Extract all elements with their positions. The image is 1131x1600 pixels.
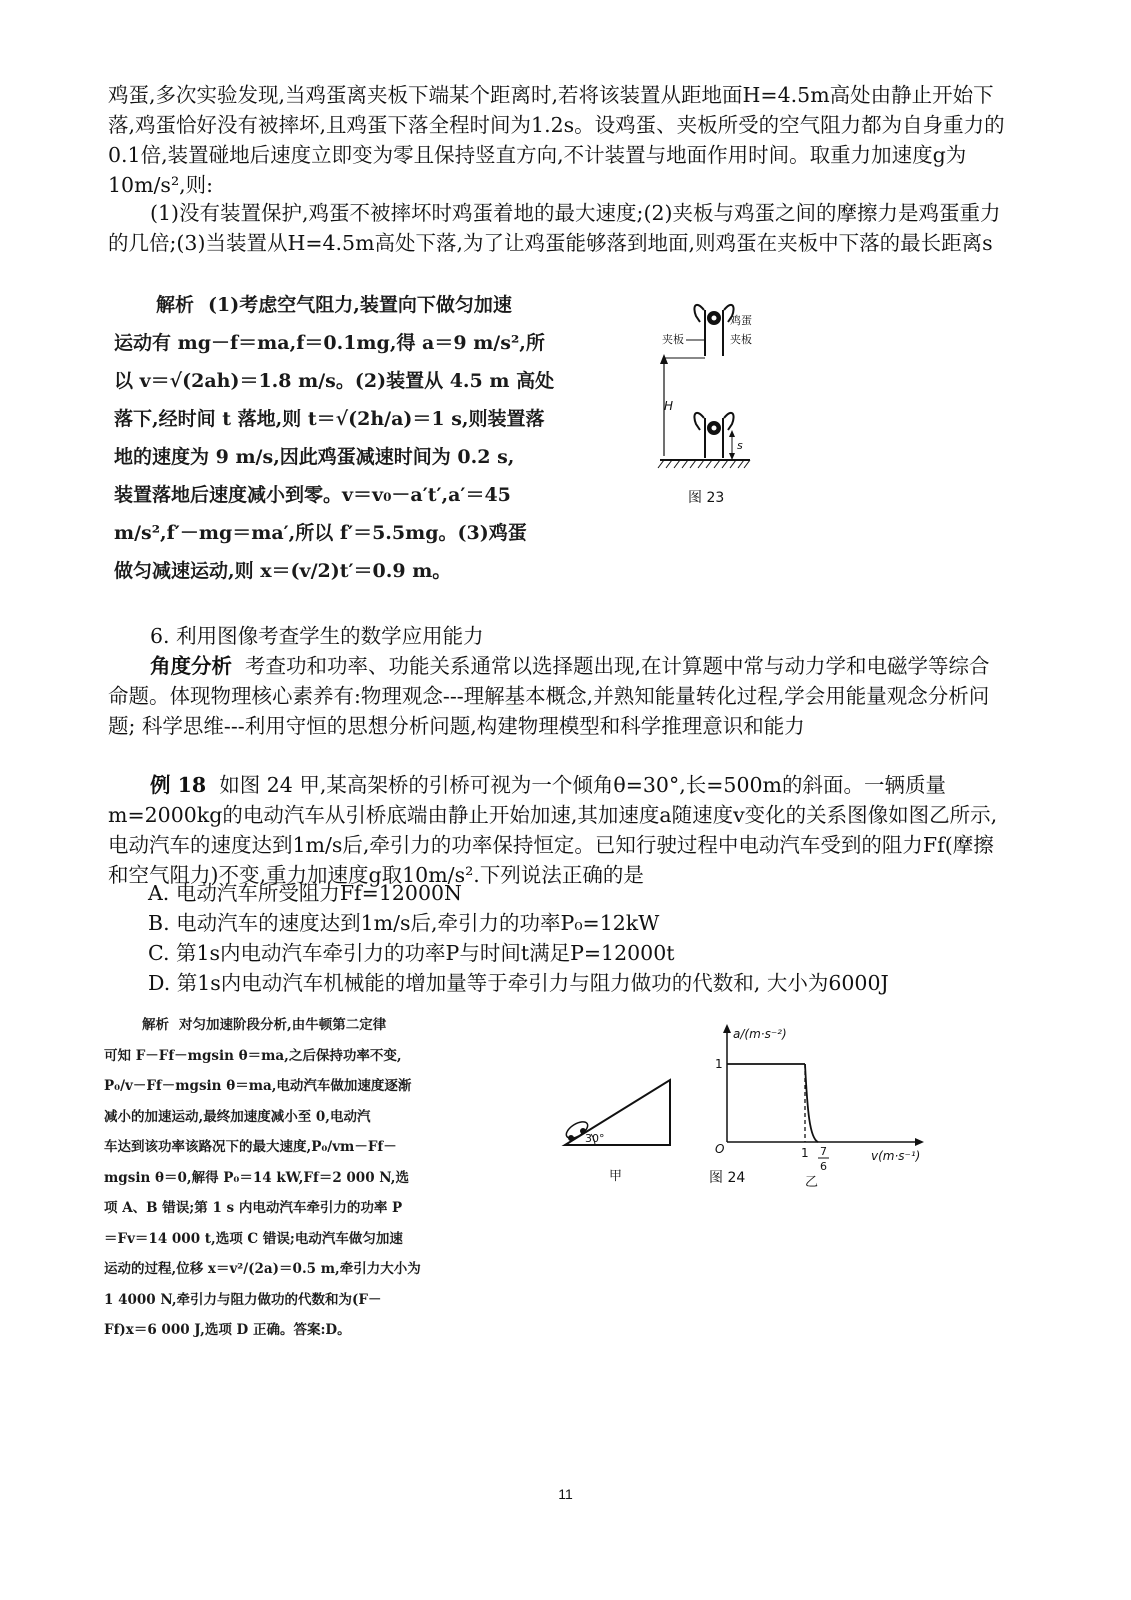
analysis-line: 车达到该功率该路况下的最大速度,P₀/vm－Ff－ [104, 1139, 397, 1155]
analysis-line: m/s²,f′－mg＝ma′,所以 f′＝5.5mg。(3)鸡蛋 [114, 522, 527, 544]
bottom-device [694, 413, 733, 458]
analysis-line: 以 v＝√(2ah)＝1.8 m/s。(2)装置从 4.5 m 高处 [114, 370, 555, 392]
clamp-label-right: 夹板 [730, 333, 752, 346]
analysis-line: mgsin θ＝0,解得 P₀＝14 kW,Ff＝2 000 N,选 [104, 1169, 409, 1186]
figure-23-caption: 图 23 [688, 490, 725, 506]
section-heading: 6. 利用图像考查学生的数学应用能力 [150, 624, 484, 648]
angle-text: 考查功和功率、功能关系通常以选择题出现,在计算题中常与动力学和电磁学等综合命题。体现物理核心素养有:物理观念---理解基本概念,并熟知能量转化过程,学会用能量观念分析问题; 科学思维---利用守恒的思想分析问题,构建物理模型和科学推理意识和能力 [108, 654, 990, 738]
option-b: B. 电动汽车的速度达到1m/s后,牵引力的功率P₀=12kW [148, 911, 660, 935]
problem17-questions: (1)没有装置保护,鸡蛋不被摔坏时鸡蛋着地的最大速度;(2)夹板与鸡蛋之间的摩擦力是鸡蛋重力的几倍;(3)当装置从H=4.5m高处下落,为了让鸡蛋能够落到地面,则鸡蛋在夹板中下落的最长距离s [108, 201, 1001, 255]
analysis-line: 1 4000 N,牵引力与阻力做功的代数和为(F－ [104, 1291, 382, 1308]
series-curve [805, 1064, 818, 1142]
analysis-line: 减小的加速运动,最终加速度减小至 0,电动汽 [104, 1108, 371, 1125]
option-a: A. 电动汽车所受阻力Ff=12000N [148, 881, 462, 905]
figure-jia-label: 甲 [609, 1169, 623, 1184]
problem17-stem: 鸡蛋,多次实验发现,当鸡蛋离夹板下端某个距离时,若将该装置从距地面H=4.5m高处由静止开始下落,鸡蛋恰好没有被摔坏,且鸡蛋下落全程时间为1.2s。设鸡蛋、夹板所受的空气阻力都为自身重力的0.1倍,装置碰地后速度立即变为零且保持竖直方向,不计装置与地面作用时间。取重力加速度g为10m/s²,则: [108, 83, 1005, 197]
chart-plot [727, 1064, 818, 1142]
page-number: 11 [558, 1486, 573, 1502]
analysis-line: ＝Fv＝14 000 t,选项 C 错误;电动汽车做匀加速 [104, 1230, 403, 1247]
analysis-line: 地的速度为 9 m/s,因此鸡蛋减速时间为 0.2 s, [114, 446, 515, 468]
example18-stem: 例 18 如图 24 甲,某高架桥的引桥可视为一个倾角θ=30°,长=500m的斜面。一辆质量m=2000kg的电动汽车从引桥底端由静止开始加速,其加速度a随速度v变化的关系图像如图乙所示,电动汽车的速度达到1m/s后,牵引力的功率保持恒定。已知行驶过程中电动汽车受到的阻力Ff(摩擦和空气阻力)不变,重力加速度g取10m/s².下列说法正确的是 [108, 773, 998, 887]
problem17-analysis [114, 286, 564, 590]
analysis-label: 解析 [142, 1017, 169, 1033]
analysis-line: 落下,经时间 t 落地,则 t＝√(2h/a)＝1 s,则装置落 [114, 408, 545, 430]
analysis-line: 做匀减速运动,则 x＝(v/2)t′＝0.9 m。 [114, 560, 452, 582]
egg-label: 鸡蛋 [730, 314, 752, 327]
analysis-line: Ff)x＝6 000 J,选项 D 正确。答案:D。 [104, 1322, 351, 1338]
option-c: C. 第1s内电动汽车牵引力的功率P与时间t满足P=12000t [148, 941, 675, 965]
distance-label: s [737, 439, 743, 452]
figure-24-incline [555, 1070, 685, 1190]
x-axis-arrow [915, 1138, 924, 1146]
example18-analysis [104, 1010, 474, 1346]
x-tick-label: 7 [820, 1145, 827, 1158]
y-tick-label: 1 [715, 1057, 723, 1071]
example-label: 例 18 [150, 773, 207, 797]
analysis-line: 解析 (1)考虑空气阻力,装置向下做匀加速 [156, 294, 512, 316]
x-tick-label: 1 [801, 1146, 809, 1160]
x-axis-label: v(m·s⁻¹) [871, 1149, 921, 1163]
analysis-line: P₀/v－Ff－mgsin θ＝ma,电动汽车做加速度逐渐 [104, 1078, 412, 1094]
analysis-line: 运动有 mg－f＝ma,f＝0.1mg,得 a＝9 m/s²,所 [114, 332, 545, 354]
ground-hatch [658, 460, 750, 468]
origin-label: O [715, 1142, 725, 1156]
analysis-label: 解析 [156, 294, 195, 316]
analysis-line: 可知 F－Ff－mgsin θ＝ma,之后保持功率不变, [104, 1047, 402, 1064]
figure-24-av-chart [695, 1020, 935, 1195]
clamp-label-left: 夹板 [662, 333, 684, 346]
x-tick-label: 6 [820, 1160, 827, 1173]
analysis-line: 装置落地后速度减小到零。v＝v₀－a′t′,a′＝45 [114, 484, 511, 506]
analysis-line: 运动的过程,位移 x＝v²/(2a)＝0.5 m,牵引力大小为 [104, 1261, 421, 1277]
figure-24-caption: 图 24 [709, 1170, 746, 1186]
analysis-line: 项 A、B 错误;第 1 s 内电动汽车牵引力的功率 P [104, 1200, 403, 1216]
y-axis-label: a/(m·s⁻²) [733, 1027, 787, 1041]
option-d: D. 第1s内电动汽车机械能的增加量等于牵引力与阻力做功的代数和, 大小为6000J [148, 971, 889, 995]
analysis-line: 解析 对匀加速阶段分析,由牛顿第二定律 [142, 1017, 387, 1033]
angle-label: 角度分析 [150, 654, 232, 678]
top-device [694, 305, 733, 356]
angle-analysis [108, 651, 1008, 741]
figure-23 [650, 296, 780, 511]
height-label: H [664, 399, 674, 413]
figure-yi-label: 乙 [805, 1175, 819, 1190]
y-axis-arrow [723, 1024, 731, 1033]
incline-angle-label: 30° [585, 1132, 605, 1145]
